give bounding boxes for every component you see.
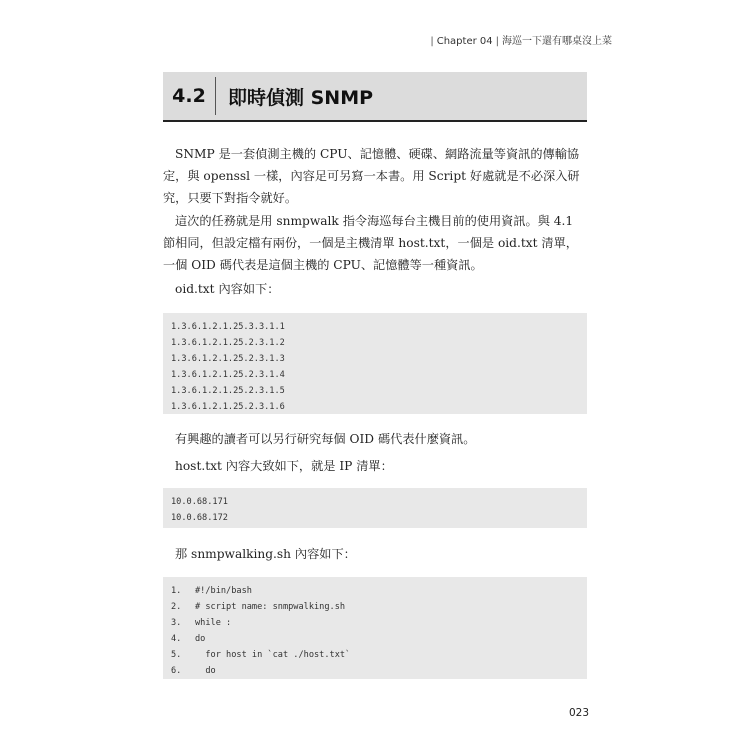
chapter-label: Chapter 04 [436, 36, 493, 47]
page-number: 023 [569, 707, 590, 719]
code-line [171, 583, 579, 599]
line-number: 2. [171, 602, 182, 612]
code-text: do [195, 634, 206, 644]
paragraph-interest: 有興趣的讀者可以另行研究每個 OID 碼代表什麼資訊。 [175, 432, 476, 446]
code-line: 1.3.6.1.2.1.25.3.3.1.1 [171, 322, 285, 332]
divider: | [495, 36, 499, 47]
code-line [171, 631, 579, 647]
host-code-block [163, 488, 587, 528]
line-number: 4. [171, 634, 182, 644]
code-line: 1.3.6.1.2.1.25.2.3.1.3 [171, 354, 285, 364]
code-line: 1.3.6.1.2.1.25.2.3.1.4 [171, 370, 285, 380]
code-line: 1.3.6.1.2.1.25.2.3.1.5 [171, 386, 285, 396]
code-text: #!/bin/bash [195, 586, 252, 596]
code-line [171, 647, 579, 663]
section-title: 即時偵測 SNMP [228, 86, 374, 109]
oid-label: oid.txt 內容如下： [175, 282, 280, 296]
running-head [427, 32, 612, 47]
code-line [171, 599, 579, 615]
code-line: 10.0.68.171 [171, 497, 228, 507]
code-line [171, 663, 579, 679]
divider: | [430, 36, 434, 47]
code-line: 1.3.6.1.2.1.25.2.3.1.6 [171, 402, 285, 412]
paragraph-intro: SNMP 是一套偵測主機的 CPU、記憶體、硬碟、網路流量等資訊的傳輸協定，與 openssl 一樣，內容足可另寫一本書。用 Script 好處就是不必深入研究，只要下對指令就好。 [163, 147, 580, 205]
script-label: 那 snmpwalking.sh 內容如下： [175, 547, 356, 561]
paragraph-task: 這次的任務就是用 snmpwalk 指令海巡每台主機目前的使用資訊。與 4.1 節相同，但設定檔有兩份，一個是主機清單 host.txt，一個是 oid.txt 清單，一個 OID 碼代表是這個主機的 CPU、記憶體等一種資訊。 [163, 214, 578, 272]
line-number: 6. [171, 666, 182, 676]
section-number: 4.2 [172, 85, 206, 107]
code-text: # script name: snmpwalking.sh [195, 602, 346, 612]
chapter-title: 海巡一下還有哪桌沒上菜 [502, 36, 612, 47]
line-number: 5. [171, 650, 182, 660]
section-heading [163, 72, 587, 122]
line-number: 1. [171, 586, 182, 596]
code-text: for host in `cat ./host.txt` [195, 650, 351, 660]
host-label: host.txt 內容大致如下，就是 IP 清單： [175, 459, 393, 473]
code-line: 10.0.68.172 [171, 513, 228, 523]
code-line: 1.3.6.1.2.1.25.2.3.1.2 [171, 338, 285, 348]
oid-code-block [163, 313, 587, 414]
code-line [171, 615, 579, 631]
script-code-block [163, 577, 587, 679]
line-number: 3. [171, 618, 182, 628]
code-text: do [195, 666, 216, 676]
code-text: while : [195, 618, 232, 628]
